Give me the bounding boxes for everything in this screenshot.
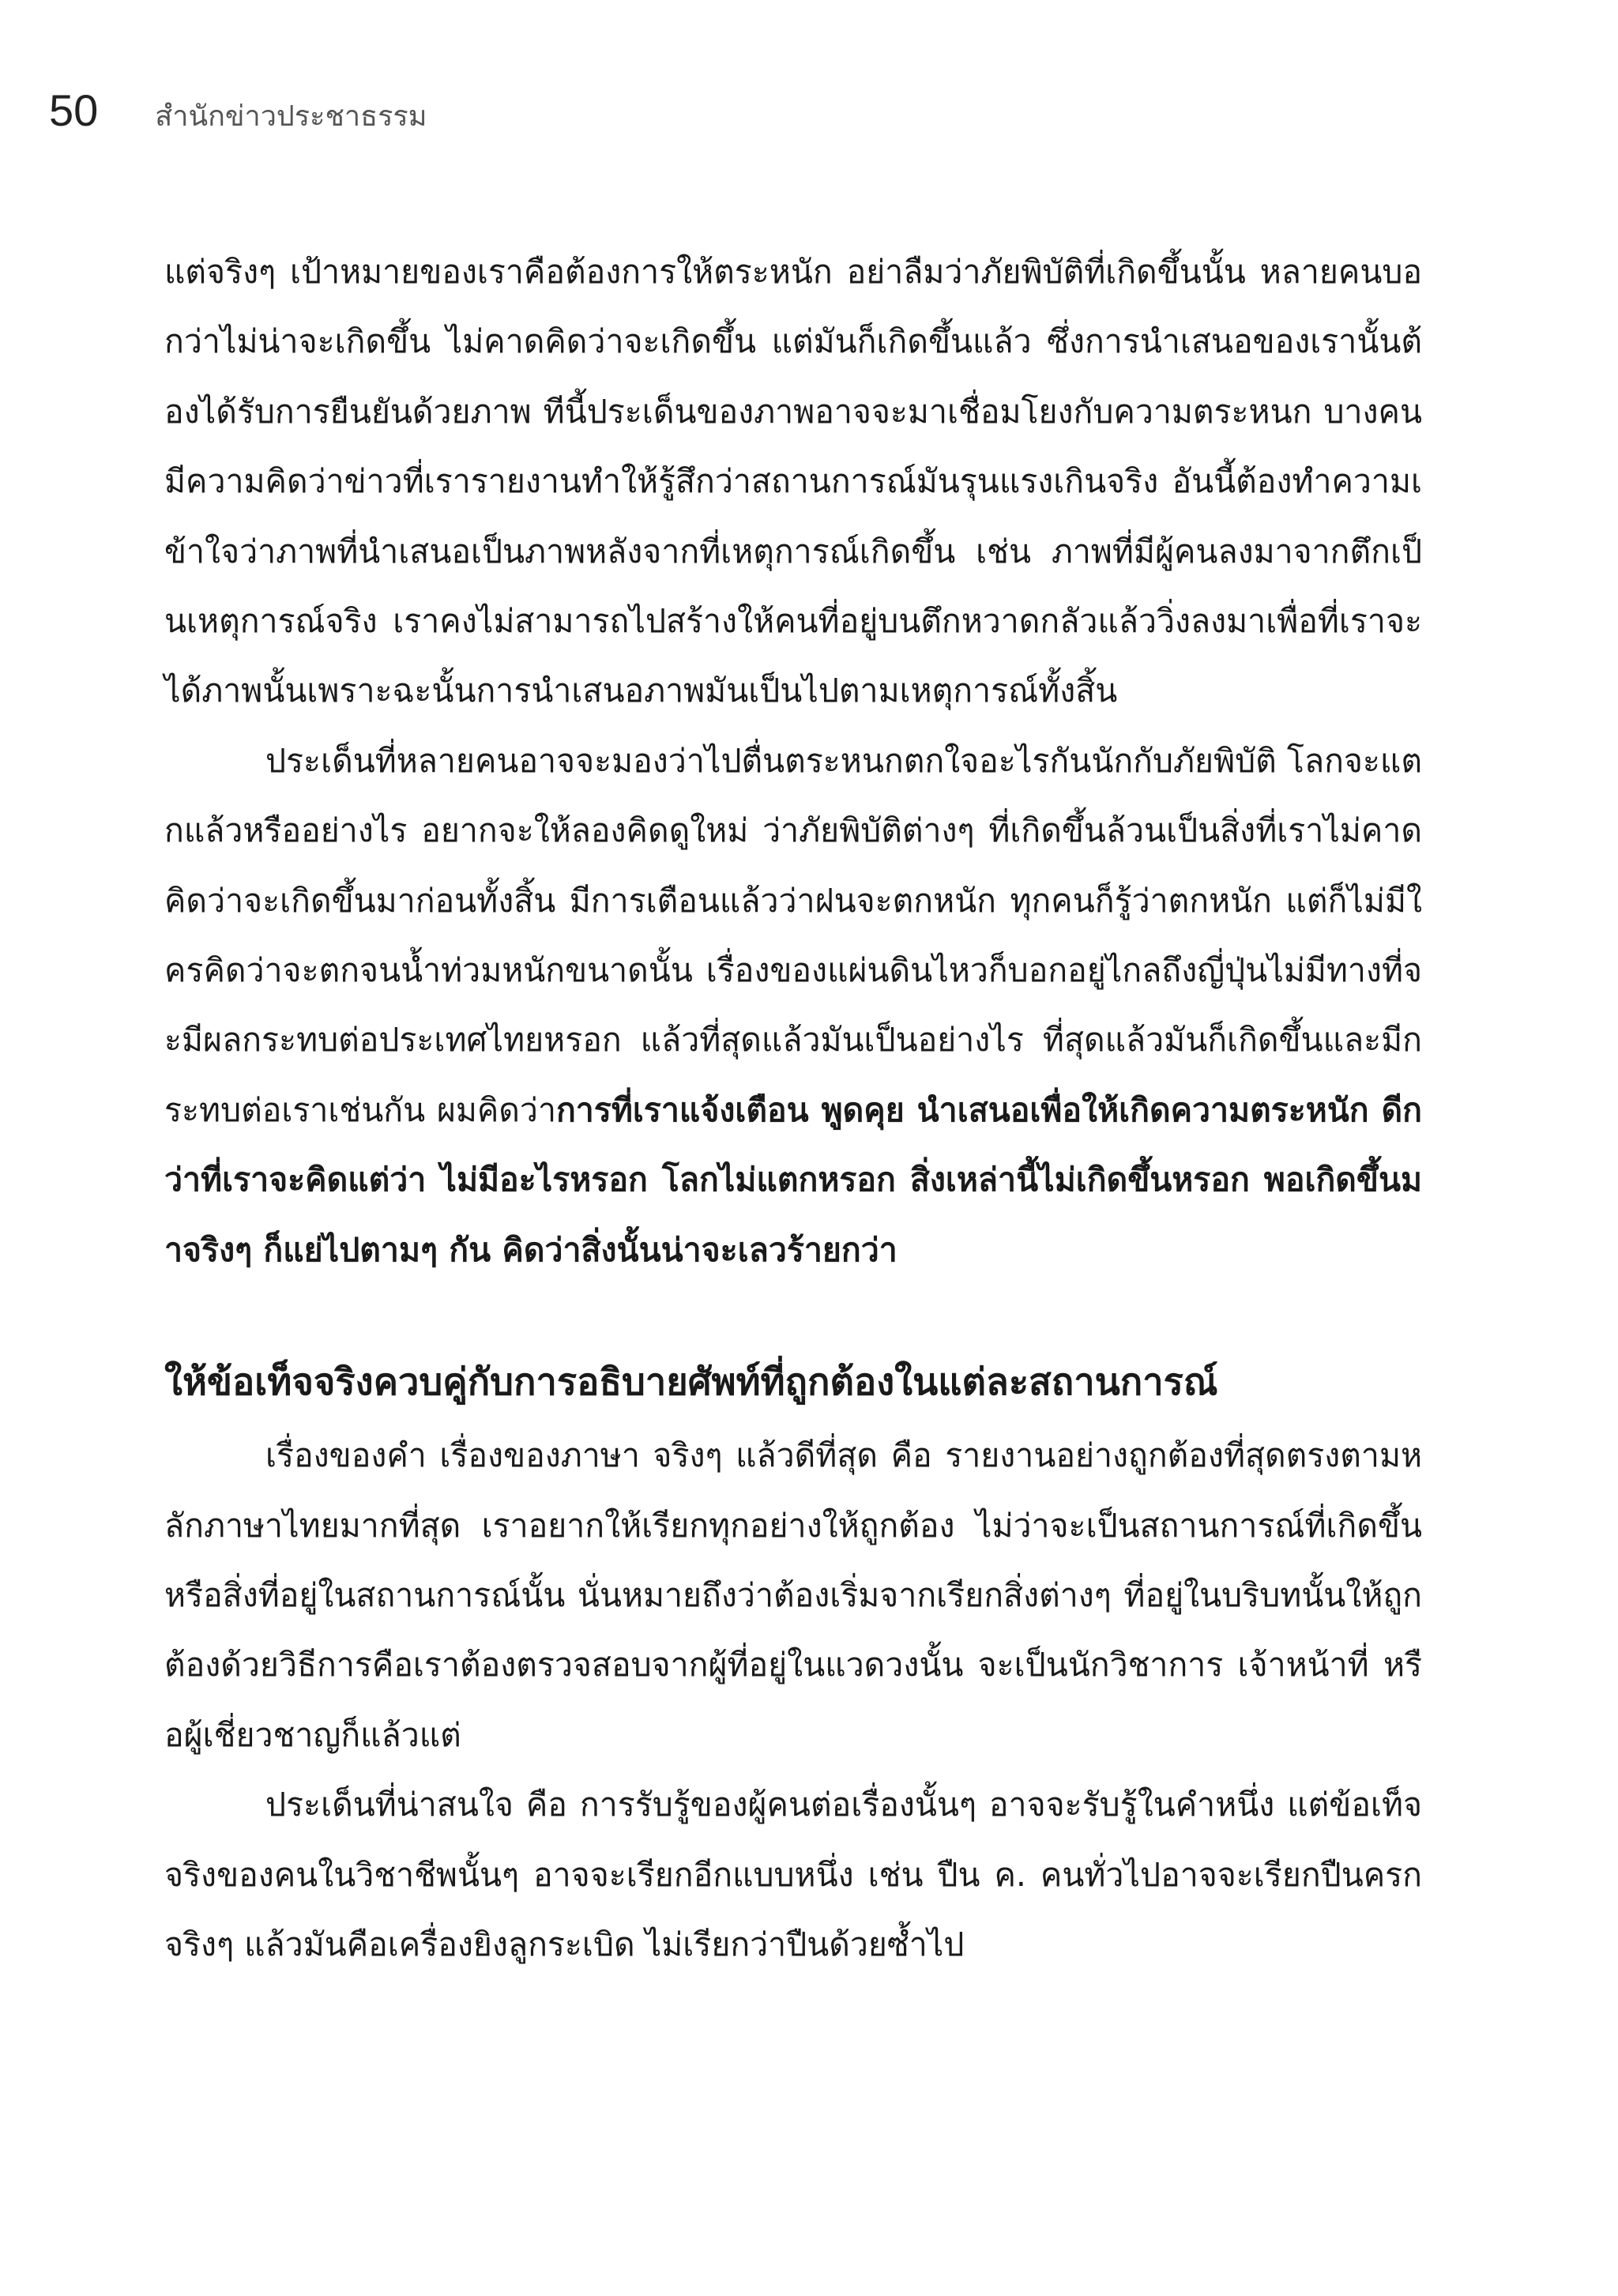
section-heading: ให้ข้อเท็จจริงควบคู่กับการอธิบายศัพท์ที่ถูกต้องในแต่ละสถานการณ์ xyxy=(164,1361,1218,1405)
paragraph-2-text: ประเด็นที่หลายคนอาจจะมองว่าไปตื่นตระหนกตกใจอะไรกันนักกับภัยพิบัติ โลกจะแตกแล้วหรืออย่างไร อยากจะให้ลองคิดดูใหม่ ว่าภัยพิบัติต่างๆ ที่เกิดขึ้นล้วนเป็นสิ่งที่เราไม่คาดคิดว่าจะเกิดขึ้นมาก่อนทั้งสิ้น มีการเตือนแล้วว่าฝนจะตกหนัก ทุกคนก็รู้ว่าตกหนัก แต่ก็ไม่มีใครคิดว่าจะตกจนน้ำท่วมหนักขนาดนั้น เรื่องของแผ่นดินไหวก็บอกอยู่ไกลถึงญี่ปุ่นไม่มีทางที่จะมีผลกระทบต่อประเทศไทยหรอก แล้วที่สุดแล้วมันเป็นอย่างไร ที่สุดแล้วมันก็เกิดขึ้นและมีกระทบต่อเราเช่นกัน ผมคิดว่า xyxy=(164,741,1422,1129)
body-text xyxy=(164,237,1422,1979)
paragraph-3: เรื่องของคำ เรื่องของภาษา จริงๆ แล้วดีที่สุด คือ รายงานอย่างถูกต้องที่สุดตรงตามหลักภาษาไทยมากที่สุด เราอยากให้เรียกทุกอย่างให้ถูกต้อง ไม่ว่าจะเป็นสถานการณ์ที่เกิดขึ้น หรือสิ่งที่อยู่ในสถานการณ์นั้น นั่นหมายถึงว่าต้องเริ่มจากเรียกสิ่งต่างๆ ที่อยู่ในบริบทนั้นให้ถูกต้องด้วยวิธีการคือเราต้องตรวจสอบจากผู้ที่อยู่ในแวดวงนั้น จะเป็นนักวิชาการ เจ้าหน้าที่ หรือผู้เชี่ยวชาญก็แล้วแต่ xyxy=(164,1436,1422,1754)
paragraph-1: แต่จริงๆ เป้าหมายของเราคือต้องการให้ตระหนัก อย่าลืมว่าภัยพิบัติที่เกิดขึ้นนั้น หลายคนบอกว่าไม่น่าจะเกิดขึ้น ไม่คาดคิดว่าจะเกิดขึ้น แต่มันก็เกิดขึ้นแล้ว ซึ่งการนำเสนอของเรานั้นต้องได้รับการยืนยันด้วยภาพ ทีนี้ประเด็นของภาพอาจจะมาเชื่อมโยงกับความตระหนก บางคนมีความคิดว่าข่าวที่เรารายงานทำให้รู้สึกว่าสถานการณ์มันรุนแรงเกินจริง อันนี้ต้องทำความเข้าใจว่าภาพที่นำเสนอเป็นภาพหลังจากที่เหตุการณ์เกิดขึ้น เช่น ภาพที่มีผู้คนลงมาจากตึกเป็นเหตุการณ์จริง เราคงไม่สามารถไปสร้างให้คนที่อยู่บนตึกหวาดกลัวแล้ววิ่งลงมาเพื่อที่เราจะได้ภาพนั้นเพราะฉะนั้นการนำเสนอภาพมันเป็นไปตามเหตุการณ์ทั้งสิ้น xyxy=(164,253,1422,710)
page-number: 50 xyxy=(49,85,99,135)
paragraph-2 xyxy=(164,726,1422,1285)
book-title: สำนักข่าวประชาธรรม xyxy=(155,100,427,133)
paragraph-2-emphasis: การที่เราแจ้งเตือน พูดคุย นำเสนอเพื่อให้เกิดความตระหนัก ดีกว่าที่เราจะคิดแต่ว่า ไม่มีอะไรหรอก โลกไม่แตกหรอก สิ่งเหล่านี้ไม่เกิดขึ้นหรอก พอเกิดขึ้นมาจริงๆ ก็แย่ไปตามๆ กัน คิดว่าสิ่งนั้นน่าจะเลวร้ายกว่า xyxy=(164,1090,1422,1269)
paragraph-4: ประเด็นที่น่าสนใจ คือ การรับรู้ของผู้คนต่อเรื่องนั้นๆ อาจจะรับรู้ในคำหนึ่ง แต่ข้อเท็จจริงของคนในวิชาชีพนั้นๆ อาจจะเรียกอีกแบบหนึ่ง เช่น ปืน ค. คนทั่วไปอาจจะเรียกปืนครก จริงๆ แล้วมันคือเครื่องยิงลูกระเบิด ไม่เรียกว่าปืนด้วยซ้ำไป xyxy=(164,1786,1422,1963)
running-head xyxy=(49,85,427,135)
